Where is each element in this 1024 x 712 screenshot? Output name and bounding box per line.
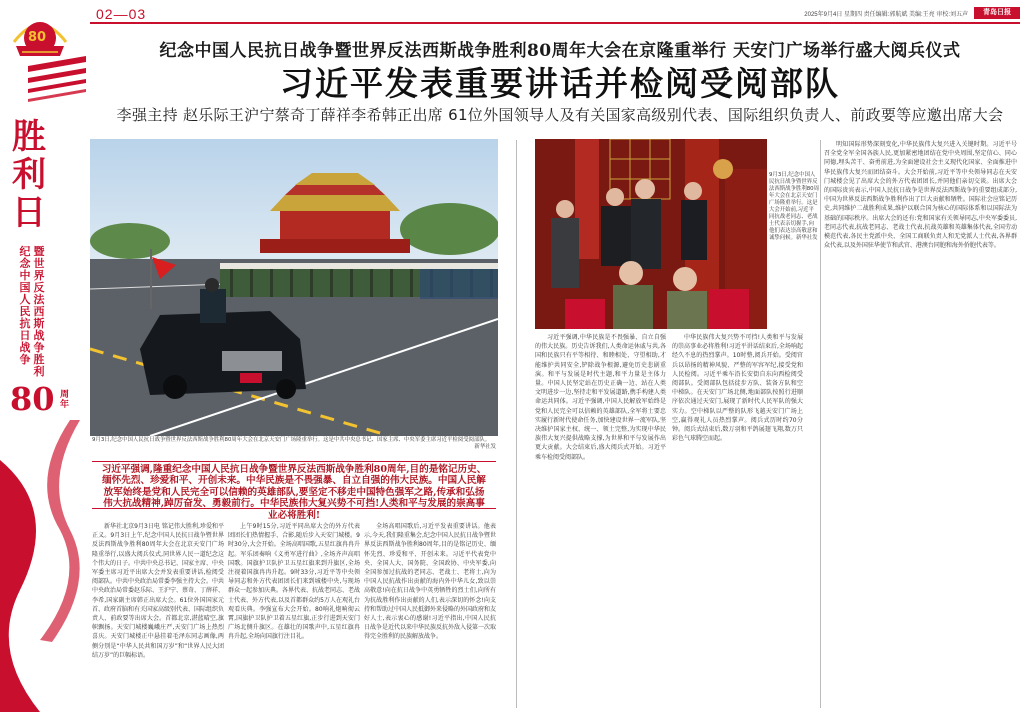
red-ribbon-decoration-icon [0, 420, 86, 712]
sub-headline: 李强主持 赵乐际王沪宁蔡奇丁薛祥李希韩正出席 61位外国领导人及有关国家高级别代表、国际组织负责人、前政要等应邀出席大会 [116, 106, 1004, 124]
main-caption-agency: 新华社发 [474, 444, 496, 450]
sidebar-big-number: 80 [10, 380, 55, 418]
article-column-6 [824, 140, 1017, 708]
left-sidebar [0, 0, 86, 712]
column-2-text: 上午9时15分,习近平同出席大会的外方代表团团长们热情握手、合影,随后步入天安门城楼。9时30分,大会开始。全场高唱国歌,五星红旗冉冉升起。军乐团奏响《义勇军进行曲》,全场齐声高唱国歌。国旗护卫队护卫五星红旗来到升旗区,全场注视着国旗冉冉升起。9时33分,习近平等中央领导同志和外方代表团团长们来到城楼中央,与现场群众一起参加庆典。各界代表、抗战老同志、老战士代表、外方代表,以及首都群众约5万人在观礼台观看庆典。李强宣布大会开始。80响礼炮响彻云霄,国旗护卫队护卫着五星红旗,正步行进到天安门广场北侧升旗区。在雄壮的国歌声中,五星红旗冉冉升起,全场向国旗行注目礼。 [228, 523, 360, 641]
article-column-5 [672, 333, 803, 708]
sidebar-title-char-2: 利 [12, 155, 46, 195]
page-number: 02—03 [96, 6, 147, 22]
sidebar-vertical-line-1: 暨世界反法西斯战争胜利 [33, 245, 45, 378]
main-headline: 习近平发表重要讲话并检阅受阅部队 [280, 64, 840, 103]
article-column-4 [535, 333, 666, 708]
main-caption-text: 9月3日,纪念中国人民抗日战争暨世界反法西斯战争胜利80周年大会在北京天安门广场隆重举行。这是中共中央总书记、国家主席、中央军委主席习近平检阅受阅部队。 [92, 437, 491, 443]
article-column-3 [364, 522, 496, 708]
column-1-text: 新华社北京9月3日电 铭记伟大胜利,珍爱和平正义。9月3日上午,纪念中国人民抗日战争暨世界反法西斯战争胜利80周年大会在北京天安门广场隆重举行,以盛大阅兵仪式,同世界人民一道纪念这个伟大的日子。中共中央总书记、国家主席、中央军委主席习近平出席大会并发表重要讲话,检阅受阅部队。中共中央政治局常委李强主持大会。中共中央政治局常委赵乐际、王沪宁、蔡奇、丁薛祥、李希,国家副主席韩正出席大会。61位外国国家元首、政府首脑和有关国家高级别代表、国际组织负责人、前政要等出席大会。首都北京,湛蓝晴空,旗帜飘扬。天安门城楼巍峨庄严,天安门广场上热烈喜庆。天安门城楼正中悬挂着毛泽东同志画像,两侧分别是“中华人民共和国万岁”和“世界人民大团结万岁”的巨幅标语。 [92, 523, 224, 659]
page-gutter-divider [516, 140, 517, 708]
article-column-1 [92, 522, 224, 708]
veterans-scene-icon [535, 139, 767, 329]
logo-number: 80 [28, 30, 47, 45]
summary-box [92, 461, 496, 521]
column-3-text: 全场高唱国歌后,习近平发表重要讲话。他表示,今天,我们隆重集会,纪念中国人民抗日战争暨世界反法西斯战争胜利80周年,目的是铭记历史、缅怀先烈、珍爱和平、开创未来。习近平代表党中央、全国人大、国务院、全国政协、中央军委,向全国参加过抗战的老同志、老战士、老将士,向为中国人民抗战作出贡献的海内外中华儿女,致以崇高敬意!向在抗日战争中英勇牺牲的烈士们,向所有为抗战胜利作出贡献的人们,表示深切的怀念!向支持和帮助过中国人民抵御外来侵略的外国政府和友好人士,表示衷心的感谢!习近平指出,中国人民抗日战争是近代以来中华民族反抗外敌入侵第一次取得完全胜利的民族解放战争。 [364, 523, 496, 641]
article-column-2 [228, 522, 360, 708]
sidebar-title-char-3: 日 [12, 193, 46, 233]
newspaper-badge: 青岛日报 [974, 7, 1020, 19]
veterans-photo [535, 139, 767, 329]
sidebar-vertical-line-2: 纪念中国人民抗日战争 [19, 245, 31, 366]
main-photo-caption [92, 437, 496, 451]
column-divider [820, 140, 821, 708]
summary-text: 习近平强调,隆重纪念中国人民抗日战争暨世界反法西斯战争胜利80周年,目的是铭记历史、缅怀先烈、珍爱和平、开创未来。中华民族是不畏强暴、自立自强的伟大民族。中国人民解放军始终是党和人民完全可以信赖的英雄部队,要坚定不移走中国特色强军之路,传承和弘扬伟大抗战精神,踔厉奋发、勇毅前行。中华民族伟大复兴势不可挡!人类和平与发展的崇高事业必将胜利! [101, 464, 487, 521]
column-5-text: 中华民族伟大复兴势不可挡!人类和平与发展的崇高事业必将胜利!习近平讲话结束后,全场响起经久不息的热烈掌声。10时整,阅兵开始。受阅官兵以昂扬的精神风貌、严整的军容军纪,接受党和人民检阅。习近平乘车沿长安街自东向西检阅受阅部队。受阅部队包括徒步方队、装备方队和空中梯队。在天安门广场北侧,地面部队按照行进顺序依次通过天安门,展现了新时代人民军队的强大实力。空中梯队以严整的队形飞越天安门广场上空,赢得观礼人员热烈掌声。阅兵式历时约70分钟。阅兵式结束后,数万羽和平鸽展翅飞翔,数万只彩色气球腾空而起。 [672, 334, 803, 443]
parade-scene-icon [90, 139, 498, 436]
edition-info: 2025年9月4日 星期四 责任编辑:郭航斌 美编:王亮 审校:刘五声 [804, 12, 968, 18]
sidebar-title-char-1: 胜 [12, 117, 46, 157]
kicker-headline: 纪念中国人民抗日战争暨世界反法西斯战争胜利80周年大会在京隆重举行 天安门广场举行盛大阅兵仪式 [159, 41, 961, 61]
sidebar-suffix: 周年 [60, 390, 70, 410]
side-photo-caption: 9月3日,纪念中国人民抗日战争暨世界反法西斯战争胜利80周年大会在北京天安门广场隆重举行。这是大会开始前,习近平同抗战老同志、老战士代表亲切握手,向他们表达崇高敬意和诚挚问候。新华社发 [769, 172, 819, 241]
flag-stripes-icon [28, 56, 86, 116]
page-top-bar [90, 4, 1020, 24]
column-6-text: 明知国际形势深刻变化,中华民族伟大复兴进入关键时期。习近平号召全党全军全国各族人民,更加紧密地团结在党中央周围,坚定信心、同心同德,埋头苦干、奋勇前进,为全面建设社会主义现代化国家、全面推进中华民族伟大复兴而团结奋斗。大会开始前,习近平等中央领导同志在天安门城楼会见了出席大会的外方代表团团长,并同他们亲切交谈。出席大会的国际贵宾表示,中国人民抗日战争是世界反法西斯战争的重要组成部分,中国为世界反法西斯战争胜利作出了巨大贡献和牺牲。国际社会应铭记历史,共同维护二战胜利成果,维护以联合国为核心的国际体系和以国际法为基础的国际秩序。出席大会的还有:党和国家有关领导同志,中央军委委员,老同志代表,抗战老同志、老战士代表,抗战英雄和英雄集体代表,全国劳动模范代表,各民主党派中央、全国工商联负责人和无党派人士代表,各界群众代表,以及外国驻华使节和武官、港澳台同胞和海外侨胞代表等。 [824, 141, 1017, 250]
parade-photo [90, 139, 498, 436]
column-4-text: 习近平强调,中华民族是不畏强暴、自立自强的伟大民族。历史告诉我们,人类命运休戚与共,各国和民族只有平等相待、和睦相处、守望相助,才能维护共同安全,铲除战争根源,避免历史悲剧重演。和平与发展是时代主题,和平力量是主体力量。中国人民坚定站在历史正确一边、站在人类文明进步一边,坚持走和平发展道路,携手构建人类命运共同体。习近平强调,中国人民解放军始终是党和人民完全可以信赖的英雄部队,全军将士要忠实履行新时代使命任务,加快建设世界一流军队,坚决维护国家主权、统一、领土完整,为实现中华民族伟大复兴提供战略支撑,为世界和平与发展作出更大贡献。大会结束后,盛大阅兵式开始。习近平乘车检阅受阅部队。 [535, 334, 666, 461]
